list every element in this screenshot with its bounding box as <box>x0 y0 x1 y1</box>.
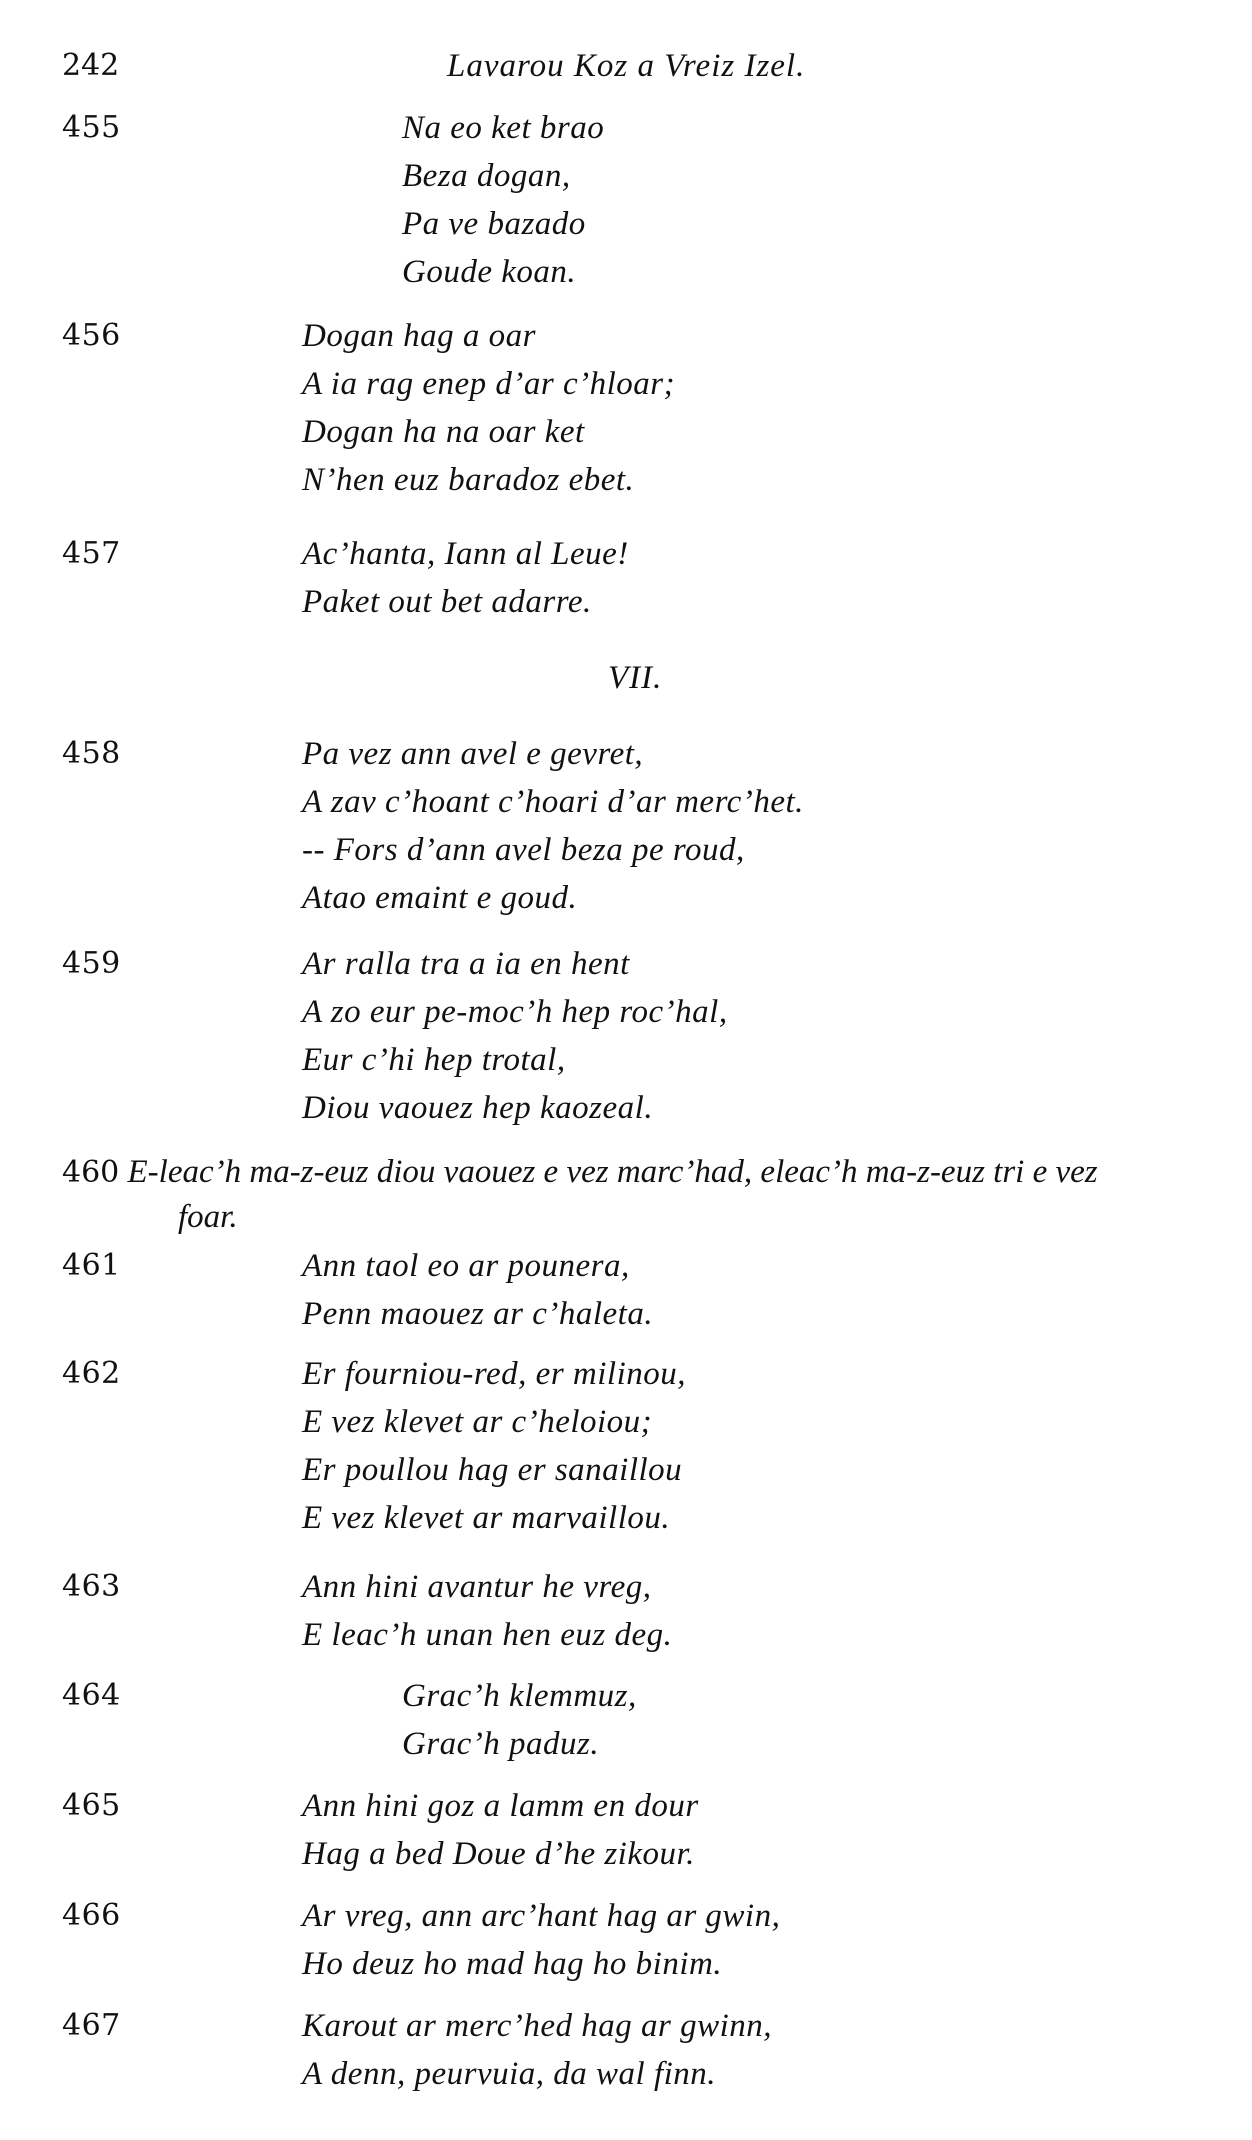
verse-line: Paket out bet adarre. <box>302 584 592 620</box>
verse-line: Ar ralla tra a ia en hent <box>302 946 630 982</box>
page-number: 242 <box>62 48 120 83</box>
verse-line: Grac’h paduz. <box>402 1726 600 1762</box>
stanza-number: 456 <box>62 318 121 353</box>
verse-line: E vez klevet ar c’heloiou; <box>302 1404 653 1440</box>
prose-line: foar. <box>178 1199 238 1235</box>
verse-line: Pa ve bazado <box>402 206 586 242</box>
verse-line: Ann taol eo ar pounera, <box>302 1248 630 1284</box>
verse-line: A denn, peurvuia, da wal finn. <box>302 2056 717 2092</box>
verse-line: Beza dogan, <box>402 158 571 194</box>
verse-line: A zo eur pe-moc’h hep roc’hal, <box>302 994 728 1030</box>
stanza-number: 466 <box>62 1898 121 1933</box>
verse-line: Pa vez ann avel e gevret, <box>302 736 644 772</box>
verse-line: Ann hini goz a lamm en dour <box>302 1788 699 1824</box>
stanza-number: 458 <box>62 736 121 771</box>
verse-line: Ar vreg, ann arc’hant hag ar gwin, <box>302 1898 781 1934</box>
verse-line: Atao emaint e goud. <box>302 880 578 916</box>
verse-line: Eur c’hi hep trotal, <box>302 1042 566 1078</box>
stanza-number: 465 <box>62 1788 121 1823</box>
verse-line: Grac’h klemmuz, <box>402 1678 637 1714</box>
verse-line: Ho deuz ho mad hag ho binim. <box>302 1946 723 1982</box>
verse-line: Karout ar merc’hed hag ar gwinn, <box>302 2008 773 2044</box>
verse-line: Penn maouez ar c’haleta. <box>302 1296 654 1332</box>
verse-line: A ia rag enep d’ar c’hloar; <box>302 366 676 402</box>
verse-line: N’hen euz baradoz ebet. <box>302 462 635 498</box>
verse-line: Hag a bed Doue d’he zikour. <box>302 1836 695 1872</box>
section-heading: VII. <box>608 660 663 696</box>
verse-line: Na eo ket brao <box>402 110 605 146</box>
stanza-number: 459 <box>62 946 121 981</box>
verse-line: Ac’hanta, Iann al Leue! <box>302 536 629 572</box>
verse-line: Er poullou hag er sanaillou <box>302 1452 683 1488</box>
verse-line: Goude koan. <box>402 254 577 290</box>
verse-line: A zav c’hoant c’hoari d’ar merc’het. <box>302 784 804 820</box>
verse-line: Er fourniou-red, er milinou, <box>302 1356 687 1392</box>
verse-line: Dogan ha na oar ket <box>302 414 585 450</box>
verse-line: Ann hini avantur he vreg, <box>302 1569 652 1605</box>
stanza-number: 457 <box>62 536 121 571</box>
prose-line: E-leac’h ma-z-euz diou vaouez e vez marc’had, eleac’h ma-z-euz tri e vez <box>127 1154 1098 1190</box>
stanza-460 <box>62 1150 1232 1239</box>
stanza-number: 463 <box>62 1569 121 1604</box>
stanza-number: 461 <box>62 1248 121 1283</box>
stanza-number: 460 <box>62 1155 120 1190</box>
stanza-number: 455 <box>62 110 121 145</box>
verse-line: E vez klevet ar marvaillou. <box>302 1500 671 1536</box>
verse-line: Diou vaouez hep kaozeal. <box>302 1090 654 1126</box>
verse-line: -- Fors d’ann avel beza pe roud, <box>302 832 745 868</box>
page-header <box>62 48 1212 96</box>
verse-line: Dogan hag a oar <box>302 318 536 354</box>
stanza-number: 462 <box>62 1356 121 1391</box>
running-title: Lavarou Koz a Vreiz Izel. <box>447 48 806 84</box>
verse-line: E leac’h unan hen euz deg. <box>302 1617 673 1653</box>
stanza-number: 467 <box>62 2008 121 2043</box>
stanza-number: 464 <box>62 1678 121 1713</box>
